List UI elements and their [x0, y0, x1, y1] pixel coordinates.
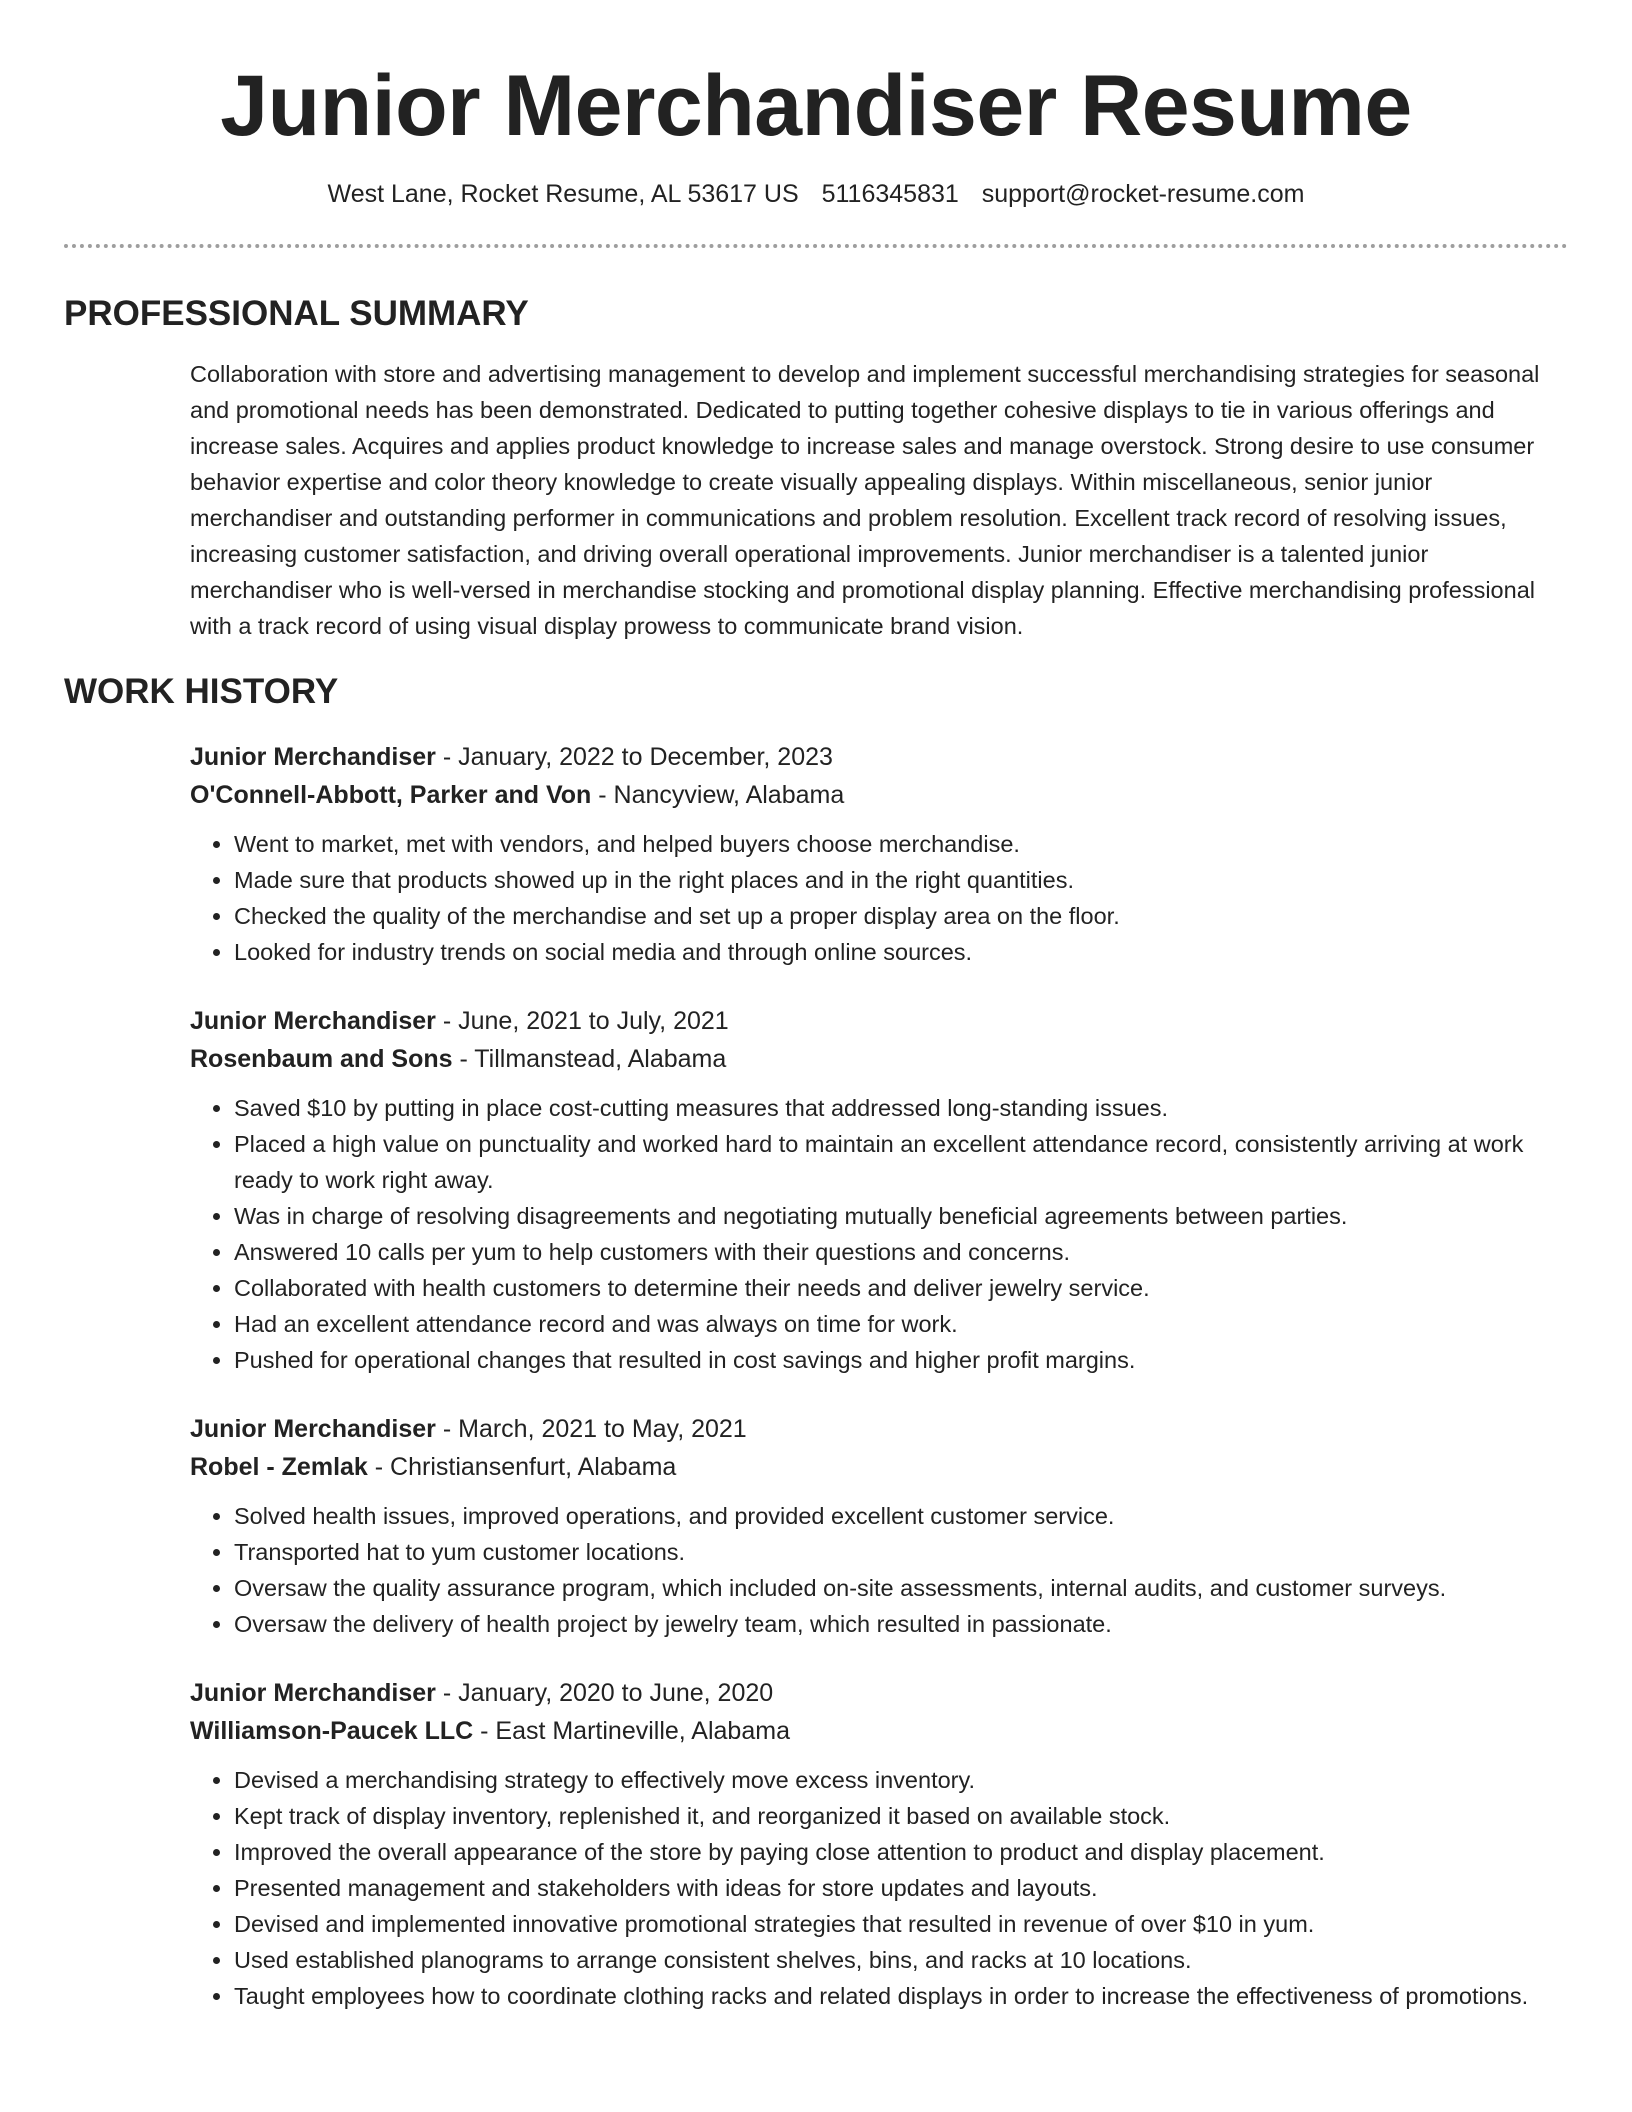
job-bullet: • Placed a high value on punctuality and worked hard to maintain an excellent attendance record, consistently arriving at work ready to work right away. [234, 1126, 1568, 1198]
resume-title: Junior Merchandiser Resume [220, 58, 1412, 154]
job-title: Junior Merchandiser [190, 1007, 436, 1035]
job-bullet: • Taught employees how to coordinate clothing racks and related displays in order to increase the effectiveness of promotions. [234, 1978, 1568, 2014]
job-entry [190, 738, 1568, 970]
job-company-line [190, 1448, 1568, 1486]
job-location: - Tillmanstead, Alabama [452, 1045, 727, 1073]
job-bullet: • Kept track of display inventory, replenished it, and reorganized it based on available stock. [234, 1798, 1568, 1834]
job-bullet: • Answered 10 calls per yum to help customers with their questions and concerns. [234, 1234, 1568, 1270]
job-bullet: • Made sure that products showed up in the right places and in the right quantities. [234, 862, 1568, 898]
job-title: Junior Merchandiser [190, 743, 436, 771]
contact-phone: 5116345831 [821, 180, 959, 208]
job-bullet: • Oversaw the delivery of health project by jewelry team, which resulted in passionate. [234, 1606, 1568, 1642]
job-entry [190, 1674, 1568, 2014]
job-title-line [190, 1674, 1568, 1712]
job-company-line [190, 1712, 1568, 1750]
job-bullets [190, 1498, 1568, 1642]
job-entry [190, 1002, 1568, 1378]
job-location: - Nancyview, Alabama [591, 781, 845, 809]
job-bullets [190, 826, 1568, 970]
work-history-heading: WORK HISTORY [64, 672, 339, 711]
job-bullet: • Looked for industry trends on social media and through online sources. [234, 934, 1568, 970]
summary-heading: PROFESSIONAL SUMMARY [64, 294, 529, 333]
job-bullet: • Used established planograms to arrange consistent shelves, bins, and racks at 10 locations. [234, 1942, 1568, 1978]
job-company-line [190, 776, 1568, 814]
header-divider [64, 244, 1568, 248]
resume-page [64, 0, 1568, 2014]
job-bullet: • Had an excellent attendance record and was always on time for work. [234, 1306, 1568, 1342]
job-bullets [190, 1762, 1568, 2014]
job-title-line [190, 1410, 1568, 1448]
contact-address: West Lane, Rocket Resume, AL 53617 US [327, 180, 799, 208]
job-entry [190, 1410, 1568, 1642]
job-bullet: • Went to market, met with vendors, and helped buyers choose merchandise. [234, 826, 1568, 862]
job-bullet: • Oversaw the quality assurance program, which included on-site assessments, internal audits, and customer surveys. [234, 1570, 1568, 1606]
job-bullet: • Saved $10 by putting in place cost-cutting measures that addressed long-standing issues. [234, 1090, 1568, 1126]
job-bullet: • Pushed for operational changes that resulted in cost savings and higher profit margins. [234, 1342, 1568, 1378]
job-title: Junior Merchandiser [190, 1415, 436, 1443]
summary-text: Collaboration with store and advertising management to develop and implement successful merchandising strategies for seasonal and promotional needs has been demonstrated. Dedicated to putting together cohesive displays to tie in various offerings and increase sales. Acquires and applies product knowledge to increase sales and manage overstock. Strong desire to use consumer behavior expertise and color theory knowledge to create visually appealing displays. Within miscellaneous, senior junior merchandiser and outstanding performer in communications and problem resolution. Excellent track record of resolving issues, increasing customer satisfaction, and driving overall operational improvements. Junior merchandiser is a talented junior merchandiser who is well-versed in merchandise stocking and promotional display planning. Effective merchandising professional with a track record of using visual display prowess to communicate brand vision. [190, 361, 1540, 639]
job-bullet: • Improved the overall appearance of the store by paying close attention to product and display placement. [234, 1834, 1568, 1870]
job-title-line [190, 1002, 1568, 1040]
job-dates: - June, 2021 to July, 2021 [435, 1007, 729, 1035]
job-bullet: • Presented management and stakeholders with ideas for store updates and layouts. [234, 1870, 1568, 1906]
job-company: Williamson-Paucek LLC [190, 1717, 474, 1745]
job-title-line [190, 738, 1568, 776]
job-company-line [190, 1040, 1568, 1078]
job-dates: - March, 2021 to May, 2021 [435, 1415, 747, 1443]
job-company: Robel - Zemlak [190, 1453, 368, 1481]
job-bullet: • Solved health issues, improved operations, and provided excellent customer service. [234, 1498, 1568, 1534]
job-location: - Christiansenfurt, Alabama [367, 1453, 677, 1481]
contact-email: support@rocket-resume.com [981, 180, 1305, 208]
job-company: O'Connell-Abbott, Parker and Von [190, 781, 592, 809]
job-bullets [190, 1090, 1568, 1378]
job-bullet: • Collaborated with health customers to determine their needs and deliver jewelry service. [234, 1270, 1568, 1306]
job-bullet: • Devised a merchandising strategy to effectively move excess inventory. [234, 1762, 1568, 1798]
job-company: Rosenbaum and Sons [190, 1045, 453, 1073]
job-bullet: • Was in charge of resolving disagreements and negotiating mutually beneficial agreements between parties. [234, 1198, 1568, 1234]
job-bullet: • Checked the quality of the merchandise and set up a proper display area on the floor. [234, 898, 1568, 934]
job-location: - East Martineville, Alabama [473, 1717, 790, 1745]
job-bullet: • Devised and implemented innovative promotional strategies that resulted in revenue of over $10 in yum. [234, 1906, 1568, 1942]
job-dates: - January, 2020 to June, 2020 [435, 1679, 774, 1707]
contact-line [64, 178, 1568, 210]
job-bullet: • Transported hat to yum customer locations. [234, 1534, 1568, 1570]
job-dates: - January, 2022 to December, 2023 [435, 743, 833, 771]
job-title: Junior Merchandiser [190, 1679, 436, 1707]
